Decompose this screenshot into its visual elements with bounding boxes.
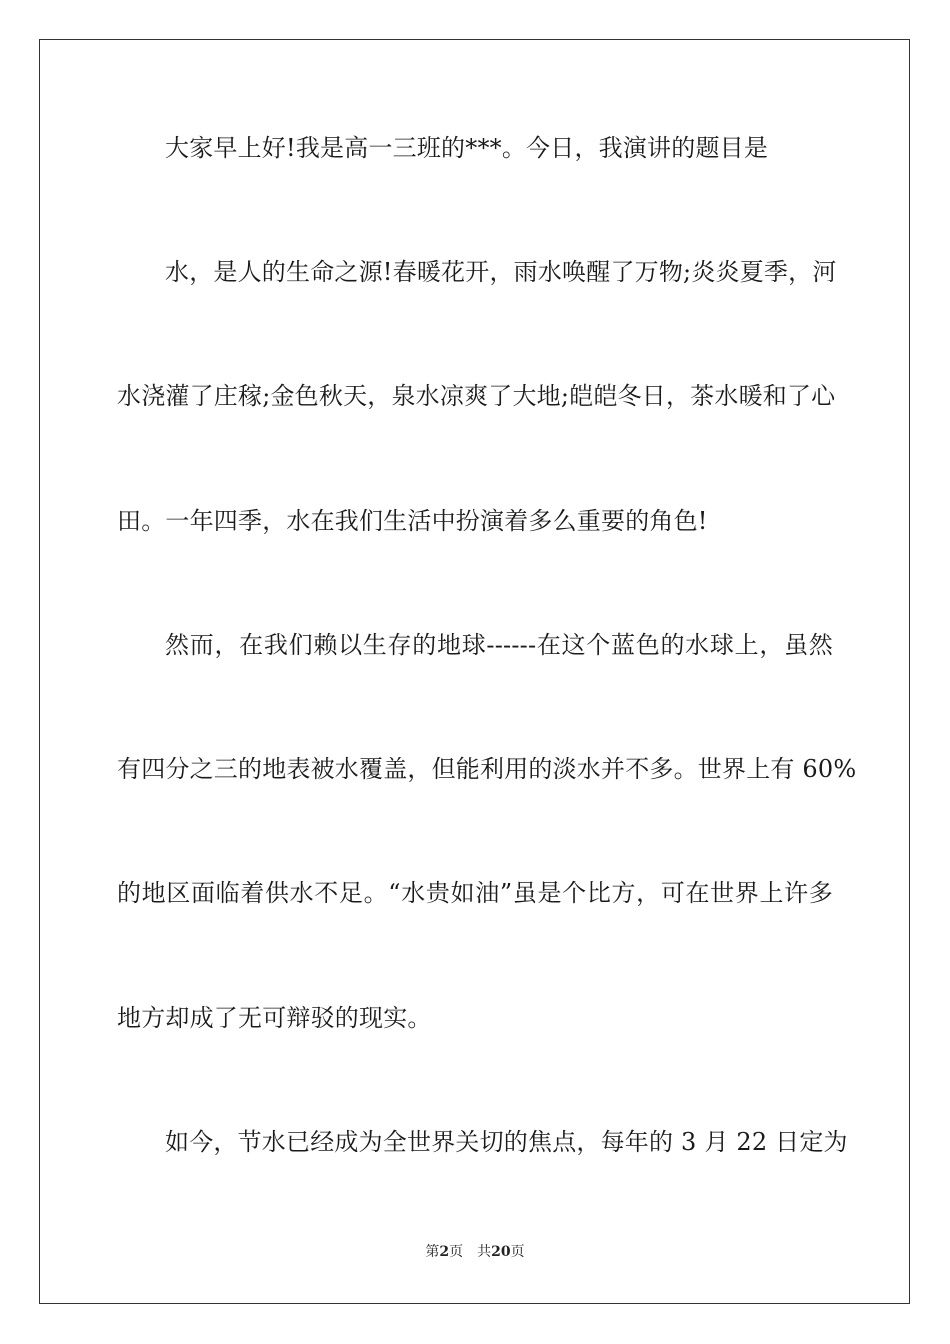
page-number-prefix: 第	[425, 1244, 440, 1260]
paragraph-line: 的地区面临着供水不足。“水贵如油”虽是个比方，可在世界上许多	[117, 879, 833, 907]
page-total-prefix: 共	[477, 1244, 492, 1260]
page-border	[39, 39, 910, 1304]
paragraph-line: 水浇灌了庄稼;金色秋天，泉水凉爽了大地;皑皑冬日，茶水暖和了心	[117, 382, 836, 410]
paragraph-line: 大家早上好!我是高一三班的***。今日，我演讲的题目是	[165, 134, 769, 162]
paragraph-line: 地方却成了无可辩驳的现实。	[117, 1004, 432, 1032]
paragraph-line: 田。一年四季，水在我们生活中扮演着多么重要的角色!	[117, 507, 708, 535]
page-footer	[0, 1243, 950, 1261]
page-number-total: 20	[491, 1244, 511, 1260]
paragraph-line: 水，是人的生命之源!春暖花开，雨水唤醒了万物;炎炎夏季，河	[165, 258, 837, 286]
page-number-suffix: 页	[449, 1244, 464, 1260]
paragraph-line: 有四分之三的地表被水覆盖，但能利用的淡水并不多。世界上有 60%	[117, 755, 857, 783]
paragraph-line: 如今，节水已经成为全世界关切的焦点，每年的 3 月 22 日定为	[165, 1128, 848, 1156]
page-number-current: 2	[439, 1244, 450, 1260]
paragraph-line: 然而，在我们赖以生存的地球------在这个蓝色的水球上，虽然	[165, 631, 833, 659]
page-total-suffix: 页	[510, 1244, 525, 1260]
